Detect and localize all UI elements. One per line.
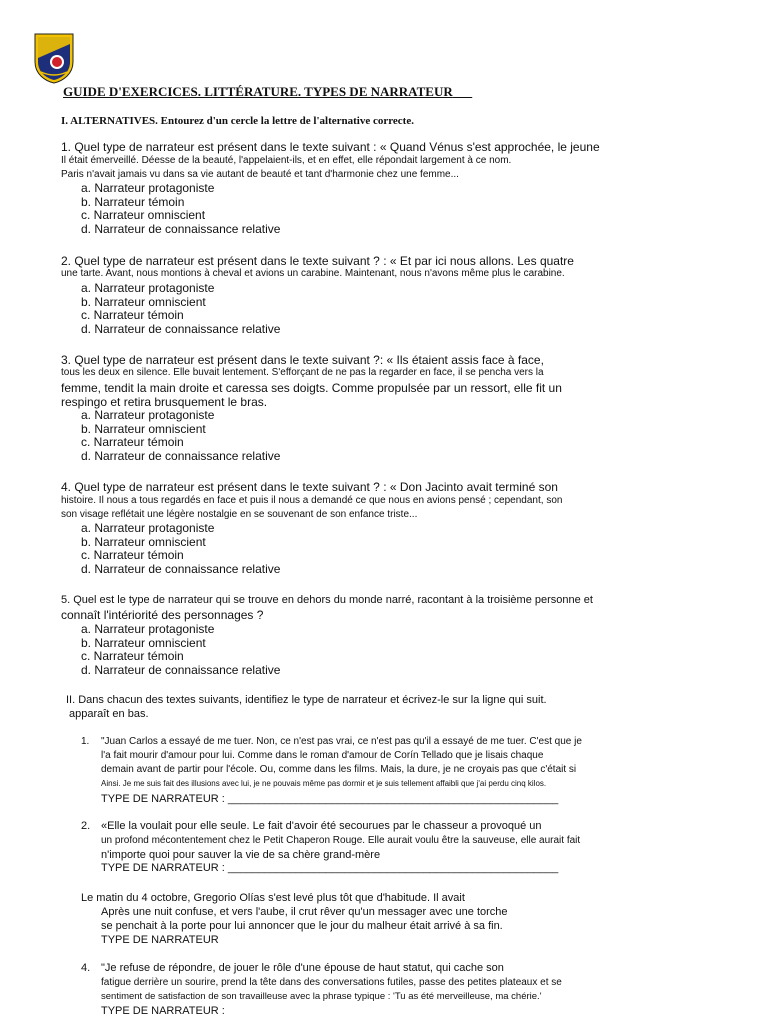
option-d[interactable]: d. Narrateur de connaissance relative: [81, 561, 281, 576]
text-1-line-1: "Juan Carlos a essayé de me tuer. Non, ce n'est pas vrai, ce n'est pas qu'il a essayé de me tuer. C'est que je: [101, 736, 582, 747]
question-1-line-3: Paris n'avait jamais vu dans sa vie autant de beauté et tant d'harmonie chez une femme...: [61, 169, 459, 180]
section-2-line-2: apparaît en bas.: [69, 708, 149, 720]
text-1-answer-line[interactable]: TYPE DE NARRATEUR : ______________________________________________________: [101, 793, 559, 805]
option-d[interactable]: d. Narrateur de connaissance relative: [81, 221, 281, 236]
option-b[interactable]: b. Narrateur omniscient: [81, 294, 206, 309]
text-2-number: 2.: [81, 820, 91, 832]
question-5-line-2: connaît l'intériorité des personnages ?: [61, 608, 264, 622]
text-4-answer-line[interactable]: TYPE DE NARRATEUR :: [101, 1005, 225, 1017]
option-c[interactable]: c. Narrateur témoin: [81, 548, 184, 563]
option-d[interactable]: d. Narrateur de connaissance relative: [81, 321, 281, 336]
option-d[interactable]: d. Narrateur de connaissance relative: [81, 448, 281, 463]
text-2-answer-line[interactable]: TYPE DE NARRATEUR : ______________________________________________________: [101, 862, 559, 874]
question-1-line-1: 1. Quel type de narrateur est présent dans le texte suivant : « Quand Vénus s'est approchée, le jeune: [61, 140, 600, 154]
school-crest-logo: [33, 32, 75, 84]
question-1-options: [81, 182, 280, 236]
question-3-line-3: femme, tendit la main droite et caressa ses doigts. Comme propulsée par un ressort, elle fit un: [61, 381, 562, 395]
question-2-line-2: une tarte. Avant, nous montions à cheval et avions un carabine. Maintenant, nous n'avons même plus le carabine.: [61, 268, 565, 279]
text-1-line-4: Ainsi. Je me suis fait des illusions avec lui, je ne pouvais même pas dormir et je suis tellement affaibli que j'ai perdu cinq kilos.: [101, 779, 547, 788]
option-b[interactable]: b. Narrateur témoin: [81, 194, 185, 209]
question-4-options: [81, 522, 280, 576]
option-b[interactable]: b. Narrateur omniscient: [81, 635, 206, 650]
option-b[interactable]: b. Narrateur omniscient: [81, 421, 206, 436]
text-3-line-2: Après une nuit confuse, et vers l'aube, il crut rêver qu'un messager avec une torche: [101, 906, 508, 918]
question-4-line-1: 4. Quel type de narrateur est présent dans le texte suivant ? : « Don Jacinto avait terminé son: [61, 480, 558, 494]
option-a[interactable]: a. Narrateur protagoniste: [81, 408, 215, 422]
text-2-line-1: «Elle la voulait pour elle seule. Le fait d'avoir été secourues par le chasseur a provoqué un: [101, 820, 542, 832]
question-2-options: [81, 282, 280, 336]
option-b[interactable]: b. Narrateur omniscient: [81, 534, 206, 549]
text-2-line-3: n'importe quoi pour sauver la vie de sa chère grand-mère: [101, 849, 381, 861]
section-1-heading: I. ALTERNATIVES. Entourez d'un cercle la lettre de l'alternative correcte.: [61, 115, 414, 127]
question-3-line-1: 3. Quel type de narrateur est présent dans le texte suivant ?: « Ils étaient assis face à face,: [61, 353, 544, 367]
option-a[interactable]: a. Narrateur protagoniste: [81, 622, 215, 636]
text-4-line-1: "Je refuse de répondre, de jouer le rôle d'une épouse de haut statut, qui cache son: [101, 962, 504, 974]
question-5-options: [81, 623, 280, 677]
option-d[interactable]: d. Narrateur de connaissance relative: [81, 662, 281, 677]
option-c[interactable]: c. Narrateur omniscient: [81, 208, 206, 223]
text-3-line-1: Le matin du 4 octobre, Gregorio Olías s'est levé plus tôt que d'habitude. Il avait: [81, 892, 465, 904]
text-1-line-3: demain avant de partir pour l'école. Ou, comme dans les films. Mais, la dure, je ne croyais pas que c'était si: [101, 764, 577, 775]
text-3-line-3: se penchait à la porte pour lui annoncer que le jour du malheur était arrivé à sa fin.: [101, 920, 503, 932]
text-2-line-2: un profond mécontentement chez le Petit Chaperon Rouge. Elle aurait voulu être la sauveuse, elle aurait fait: [101, 835, 581, 846]
question-5-line-1: 5. Quel est le type de narrateur qui se trouve en dehors du monde narré, racontant à la troisième personne et: [61, 594, 593, 606]
option-c[interactable]: c. Narrateur témoin: [81, 649, 184, 664]
text-4-line-2: fatigue derrière un sourire, prend la tête dans des conversations futiles, passe des petites plateaux et se: [101, 977, 562, 988]
question-3-options: [81, 409, 280, 463]
text-1-number: 1.: [81, 736, 90, 747]
text-4-number: 4.: [81, 962, 91, 974]
question-3-line-4: respingo et retira brusquement le bras.: [61, 395, 268, 409]
question-4-line-3: son visage reflétait une légère nostalgie en se souvenant de son enfance triste...: [61, 509, 418, 520]
section-2-line-1: II. Dans chacun des textes suivants, identifiez le type de narrateur et écrivez-le sur la ligne qui suit.: [66, 694, 547, 706]
question-3-line-2: tous les deux en silence. Elle buvait lentement. S'efforçant de ne pas la regarder en face, il se pencha vers la: [61, 367, 544, 378]
text-3-answer-line[interactable]: TYPE DE NARRATEUR: [101, 934, 219, 946]
text-1-line-2: l'a fait mourir d'amour pour lui. Comme dans le roman d'amour de Corín Tellado que je lisais chaque: [101, 750, 544, 761]
option-a[interactable]: a. Narrateur protagoniste: [81, 281, 215, 295]
question-4-line-2: histoire. Il nous a tous regardés en face et puis il nous a demandé ce que nous en avions pensé ; cependant, son: [61, 495, 563, 506]
question-1-line-2: Il était émerveillé. Déesse de la beauté, l'appelaient-ils, et en effet, elle répondait largement à ce nom.: [61, 155, 512, 166]
option-a[interactable]: a. Narrateur protagoniste: [81, 521, 215, 535]
text-4-line-3: sentiment de satisfaction de son travailleuse avec la phrase typique : 'Tu as été merveilleuse, ma chérie.': [101, 991, 542, 1002]
option-c[interactable]: c. Narrateur témoin: [81, 435, 184, 450]
question-2-line-1: 2. Quel type de narrateur est présent dans le texte suivant ? : « Et par ici nous allons. Les quatre: [61, 254, 574, 268]
document-title: GUIDE D'EXERCICES. LITTÉRATURE. TYPES DE NARRATEUR: [63, 84, 453, 99]
option-c[interactable]: c. Narrateur témoin: [81, 308, 184, 323]
option-a[interactable]: a. Narrateur protagoniste: [81, 181, 215, 195]
